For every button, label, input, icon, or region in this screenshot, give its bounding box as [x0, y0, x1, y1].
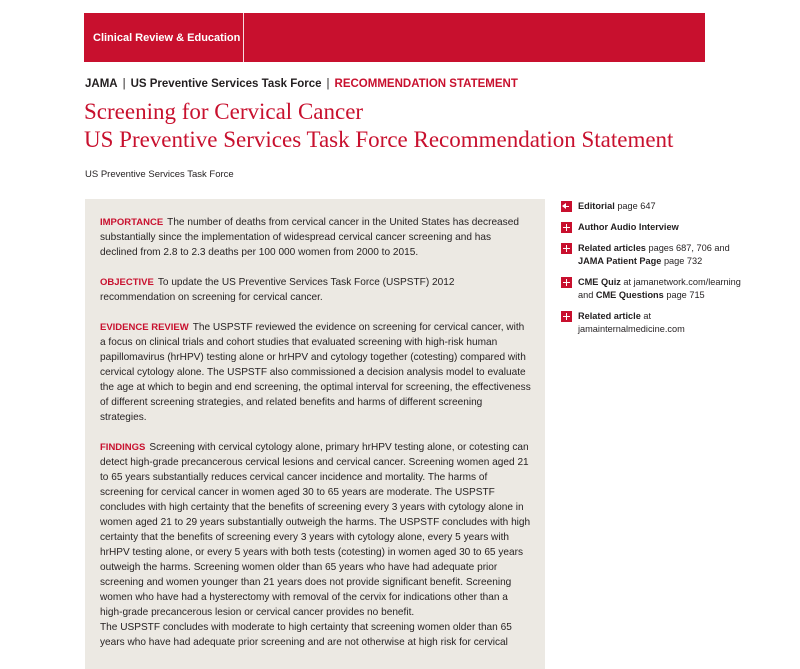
- importance-text: The number of deaths from cervical cancer in the United States has decreased substantially since the implementation of widespread cervical cancer screening and has declined from 2.8 to 2.3 deaths per 100 000 women from 2000 to 2015.: [100, 217, 519, 258]
- abstract-objective: [100, 275, 531, 305]
- abstract-evidence-review: [100, 320, 531, 425]
- plus-box-icon: [561, 243, 572, 254]
- cme-quiz-url: at jamanetwork.com/learning and: [578, 277, 741, 300]
- band-divider: [243, 13, 244, 62]
- patient-page-label: JAMA Patient Page: [578, 256, 662, 266]
- article-title: [84, 98, 673, 154]
- section-band: [84, 13, 705, 62]
- abstract-importance: [100, 215, 531, 260]
- related-article-site: at jamainternalmedicine.com: [578, 311, 685, 334]
- plus-box-icon: [561, 277, 572, 288]
- running-head: [85, 78, 518, 90]
- related-articles-label: Related articles: [578, 243, 646, 253]
- plus-box-icon: [561, 311, 572, 322]
- editorial-label: Editorial: [578, 201, 615, 211]
- cme-questions-page: page 715: [663, 290, 705, 300]
- article-kind: RECOMMENDATION STATEMENT: [334, 78, 518, 90]
- related-articles-link[interactable]: [561, 242, 741, 268]
- objective-text: To update the US Preventive Services Task Force (USPSTF) 2012 recommendation on screening for cervical cancer.: [100, 277, 455, 303]
- title-line-2: US Preventive Services Task Force Recommendation Statement: [84, 127, 674, 152]
- editorial-page: page 647: [614, 201, 656, 211]
- related-article-label: Related article: [578, 311, 641, 321]
- byline: US Preventive Services Task Force: [85, 169, 234, 180]
- abstract-box: [85, 199, 545, 669]
- journal-name: JAMA: [85, 78, 118, 90]
- related-content-sidebar: [561, 200, 741, 344]
- running-head-source: US Preventive Services Task Force: [130, 78, 322, 90]
- title-line-1: Screening for Cervical Cancer: [84, 99, 364, 124]
- audio-label: Author Audio Interview: [578, 222, 679, 232]
- evidence-review-text: The USPSTF reviewed the evidence on screening for cervical cancer, with a focus on clinical trials and cohort studies that evaluated screening with high-risk human papillomavirus (hrHPV) testing alone or hrHPV and cytology together (cotesting) compared with cervical cytology alone. The USPSTF also commissioned a decision analysis model to evaluate the age at which to begin and end screening, the optimal interval for screening, the effectiveness of different screening strategies, and related benefits and harms of different screening strategies.: [100, 322, 531, 423]
- abstract-findings: [100, 440, 531, 620]
- plus-box-icon: [561, 222, 572, 233]
- related-article-link[interactable]: [561, 310, 741, 336]
- findings-heading: FINDINGS: [100, 442, 146, 453]
- objective-heading: OBJECTIVE: [100, 277, 154, 288]
- findings-continuation: The USPSTF concludes with moderate to high certainty that screening women older than 65 years who have had adequate prior screening and are not otherwise at high risk for cervical: [100, 622, 512, 648]
- evidence-review-heading: EVIDENCE REVIEW: [100, 322, 189, 333]
- findings-text: Screening with cervical cytology alone, primary hrHPV testing alone, or cotesting can detect high-grade precancerous cervical lesions and cervical cancer. Screening women aged 21 to 65 years substantially reduces cervical cancer incidence and mortality. The harms of screening for cervical cancer in women aged 30 to 65 years are moderate. The USPSTF concludes with high certainty that the benefits of screening every 3 years with cytology alone in women aged 21 to 29 years substantially outweigh the harms. The USPSTF concludes with high certainty that the benefits of screening every 3 years with cytology alone, every 5 years with hrHPV testing alone, or every 5 years with both tests (cotesting) in women aged 30 to 65 years outweigh the harms. Screening women older than 65 years who have had adequate prior screening and women younger than 21 years does not provide significant benefit. Screening women who have had a hysterectomy with removal of the cervix for indications other than a high-grade precancerous lesion or cervical cancer provides no benefit.: [100, 442, 531, 618]
- running-head-separator: |: [122, 78, 126, 90]
- importance-heading: IMPORTANCE: [100, 217, 164, 228]
- cme-quiz-label: CME Quiz: [578, 277, 621, 287]
- running-head-separator: |: [326, 78, 330, 90]
- author-audio-link[interactable]: [561, 221, 741, 234]
- arrow-box-icon: [561, 201, 572, 212]
- editorial-link[interactable]: [561, 200, 741, 213]
- related-articles-pages: pages 687, 706 and: [645, 243, 730, 253]
- cme-quiz-link[interactable]: [561, 276, 741, 302]
- cme-questions-label: CME Questions: [595, 290, 664, 300]
- section-label: Clinical Review & Education: [93, 31, 241, 44]
- patient-page-number: page 732: [661, 256, 703, 266]
